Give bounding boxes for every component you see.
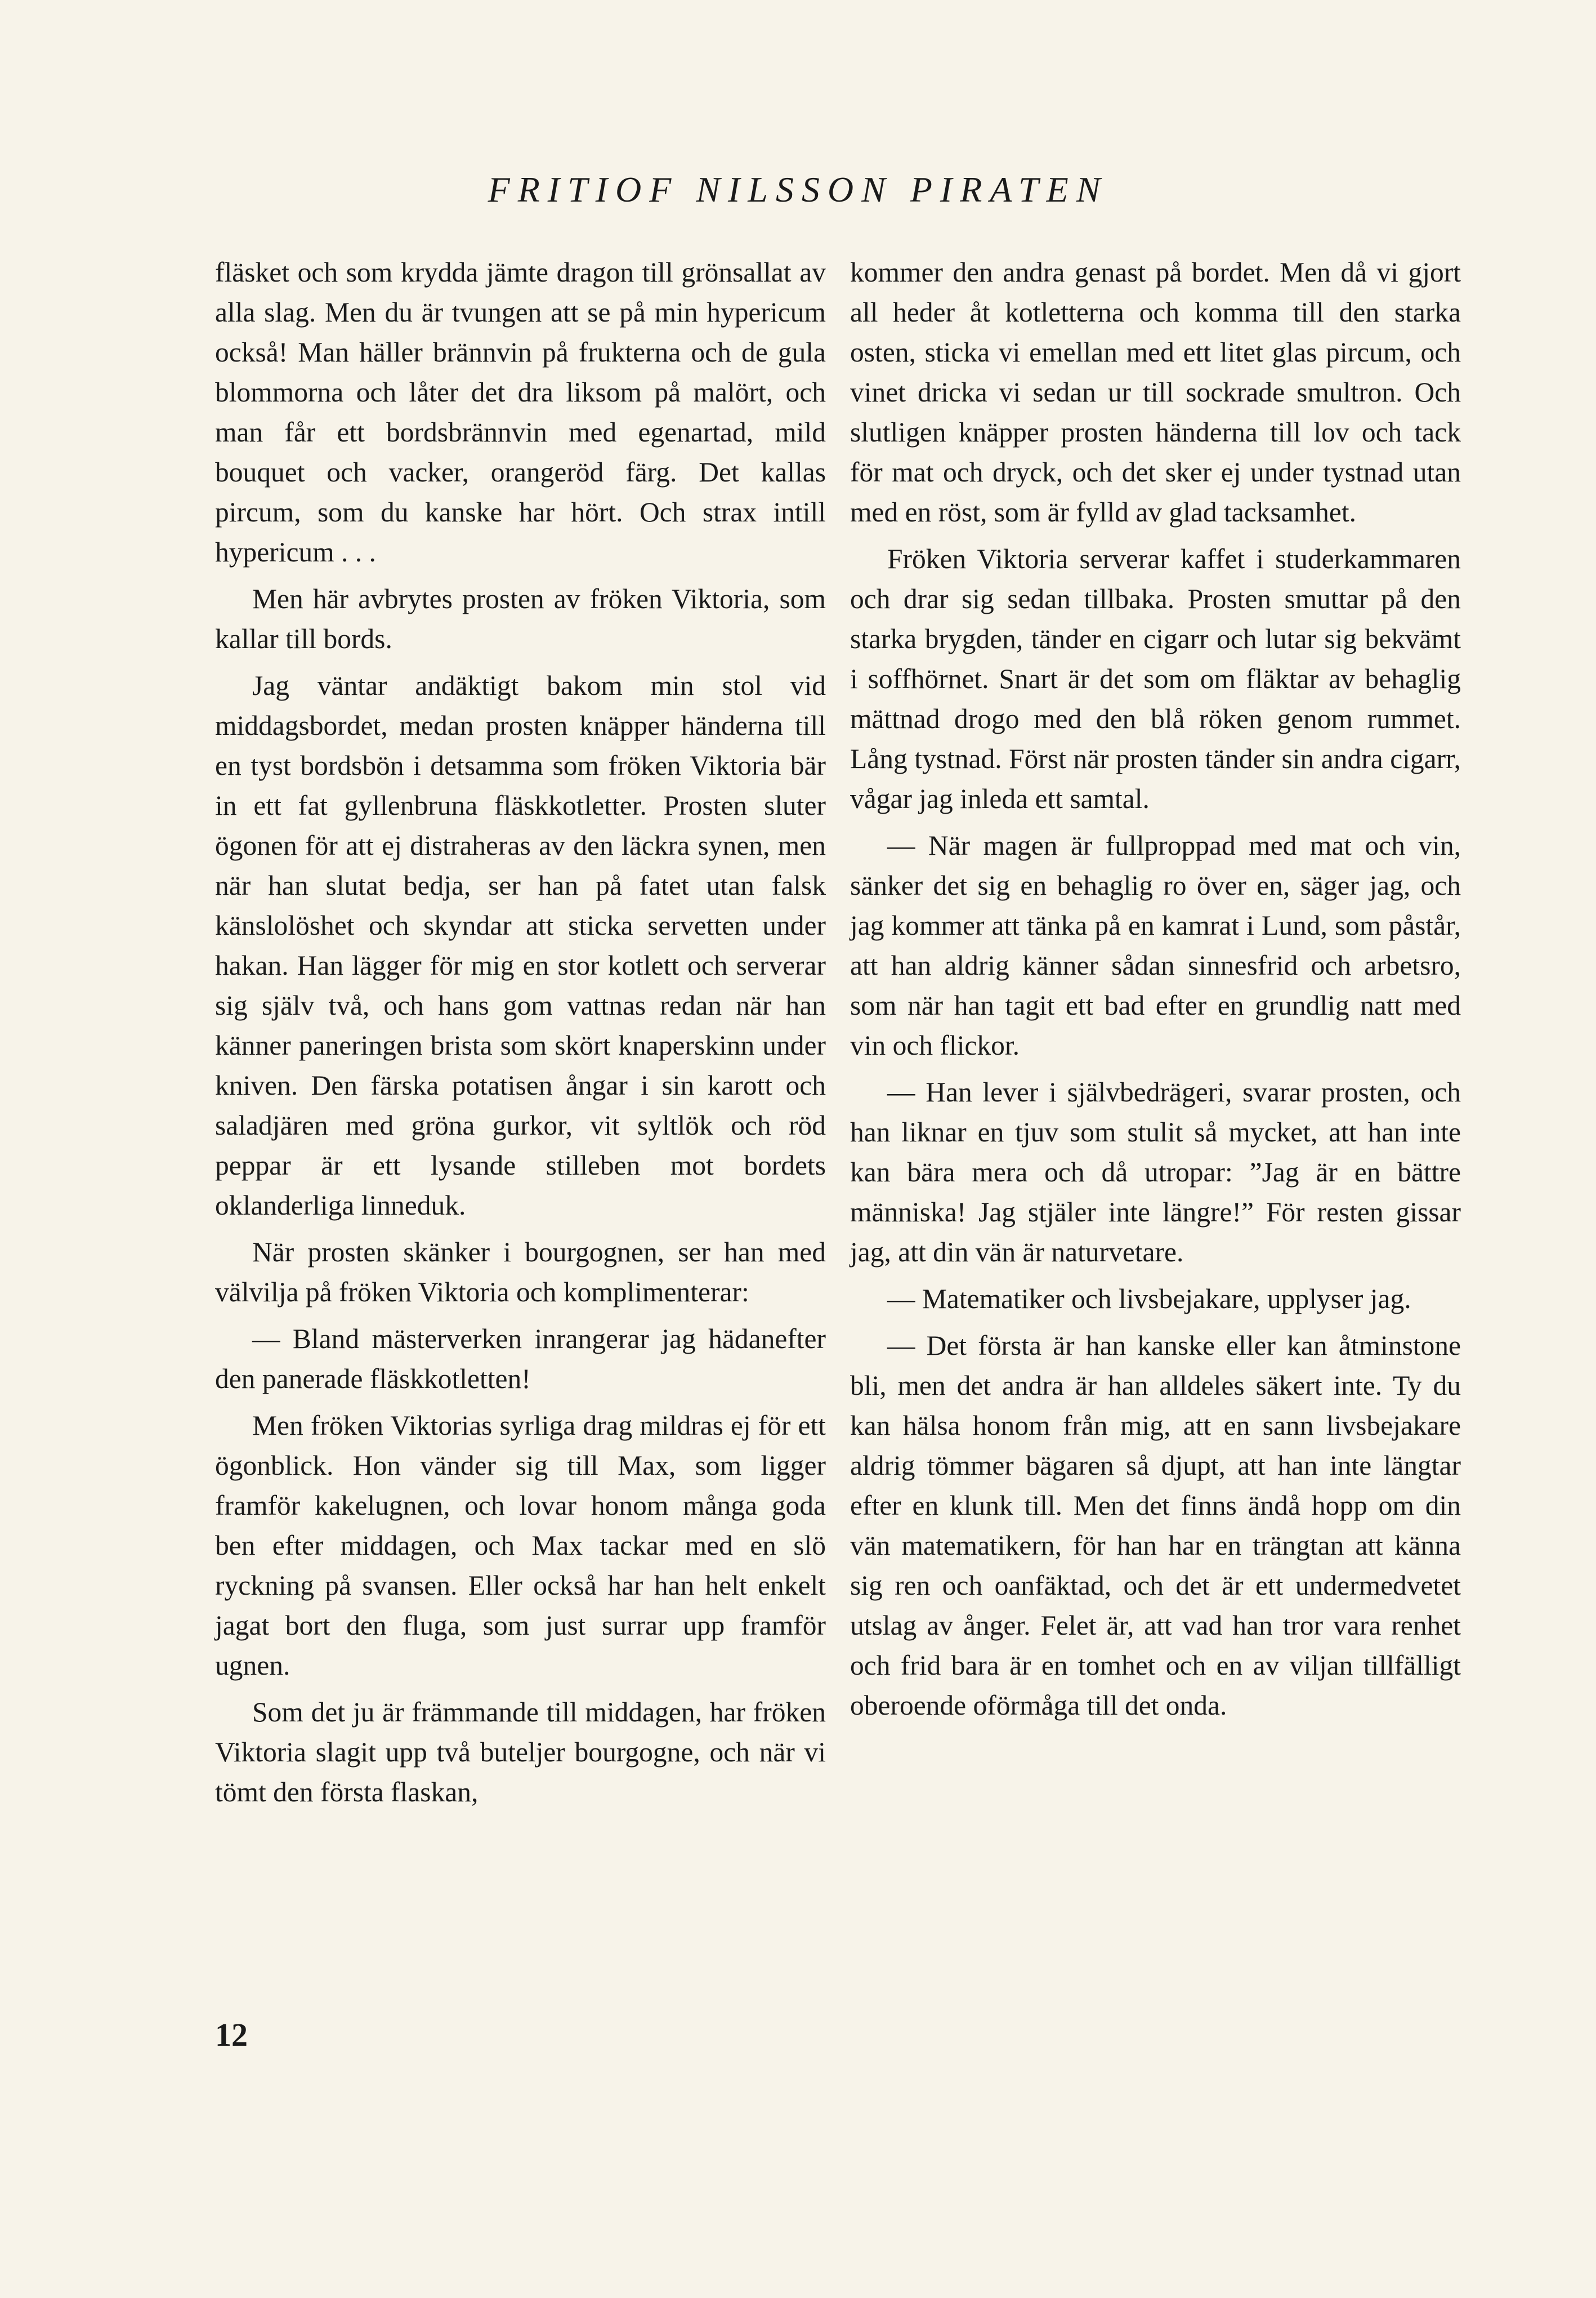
paragraph: Fröken Viktoria serverar kaffet i studerkammaren och drar sig sedan tillbaka. Prosten smuttar på den starka brygden, tänder en cigarr och lutar sig bekvämt i soffhörnet. Snart är det som om fläktar av behaglig mättnad drogo med den blå röken genom rummet. Lång tystnad. Först när prosten tänder sin andra cigarr, vågar jag inleda ett samtal. — [850, 543, 1461, 814]
left-column — [215, 252, 826, 1819]
paragraph: — Det första är han kanske eller kan åtminstone bli, men det andra är han alldeles säkert inte. Ty du kan hälsa honom från mig, att en sann livsbejakare aldrig tömmer bägaren så djupt, att han inte längtar efter en klunk till. Men det finns ändå hopp om din vän matematikern, för han har en trängtan att känna sig ren och oanfäktad, och det är ett undermedvetet utslag av ånger. Felet är, att vad han tror vara renhet och frid bara är en tomhet och en av viljan tillfälligt oberoende oförmåga till det onda. — [850, 1330, 1461, 1721]
right-column — [850, 252, 1461, 1732]
paragraph: — Han lever i självbedrägeri, svarar prosten, och han liknar en tjuv som stulit så mycket, att han inte kan bära mera och då utropar: ”Jag är en bättre människa! Jag stjäler inte längre!” För resten gissar jag, att din vän är naturvetare. — [850, 1077, 1461, 1268]
page-number: 12 — [215, 2016, 248, 2053]
paragraph: — Matematiker och livsbejakare, upplyser jag. — [887, 1283, 1411, 1314]
paragraph: Men fröken Viktorias syrliga drag mildras ej för ett ögonblick. Hon vänder sig till Max, som ligger framför kakelugnen, och lovar honom många goda ben efter middagen, och Max tackar med en slö ryckning på svansen. Eller också har han helt enkelt jagat bort den fluga, som just surrar upp framför ugnen. — [215, 1410, 826, 1681]
running-title: FRITIOF NILSSON PIRATEN — [488, 169, 1108, 209]
paragraph: fläsket och som krydda jämte dragon till grönsallat av alla slag. Men du är tvungen att se på min hypericum också! Man häller brännvin på frukterna och de gula blommorna och låter det dra liksom på malört, och man får ett bordsbrännvin med egenartad, mild bouquet och vacker, orangeröd färg. Det kallas pircum, som du kanske har hört. Och strax intill hypericum . . . — [215, 257, 826, 568]
paragraph: kommer den andra genast på bordet. Men då vi gjort all heder åt kotletterna och komma till den starka osten, sticka vi emellan med ett litet glas pircum, och vinet dricka vi sedan ur till sockrade smultron. Och slutligen knäpper prosten händerna till lov och tack för mat och dryck, och det sker ej under tystnad utan med en röst, som är fylld av glad tacksamhet. — [850, 257, 1461, 528]
paragraph: Som det ju är främmande till middagen, har fröken Viktoria slagit upp två buteljer bourgogne, och när vi tömt den första flaskan, — [215, 1697, 826, 1808]
paragraph: Jag väntar andäktigt bakom min stol vid middagsbordet, medan prosten knäpper händerna till en tyst bordsbön i detsamma som fröken Viktoria bär in ett fat gyllenbruna fläskkotletter. Prosten sluter ögonen för att ej distraheras av den läckra synen, men när han slutat bedja, ser han på fatet utan falsk känslolöshet och skyndar att sticka servetten under hakan. Han lägger för mig en stor kotlett och serverar sig själv två, och hans gom vattnas redan när han känner paneringen brista som skört knaperskinn under kniven. Den färska potatisen ångar i sin karott och saladjären med gröna gurkor, vit syltlök och röd peppar är ett lysande stilleben mot bordets oklanderliga linneduk. — [215, 670, 826, 1221]
paragraph: När prosten skänker i bourgognen, ser han med välvilja på fröken Viktoria och komplimenterar: — [215, 1237, 826, 1308]
paragraph: — När magen är fullproppad med mat och vin, sänker det sig en behaglig ro över en, säger jag, och jag kommer att tänka på en kamrat i Lund, som påstår, att han aldrig känner sådan sinnesfrid och arbetsro, som när han tagit ett bad efter en grundlig natt med vin och flickor. — [850, 830, 1461, 1061]
paragraph: Men här avbrytes prosten av fröken Viktoria, som kallar till bords. — [215, 583, 826, 654]
paragraph: — Bland mästerverken inrangerar jag hädanefter den panerade fläskkotletten! — [215, 1323, 826, 1394]
